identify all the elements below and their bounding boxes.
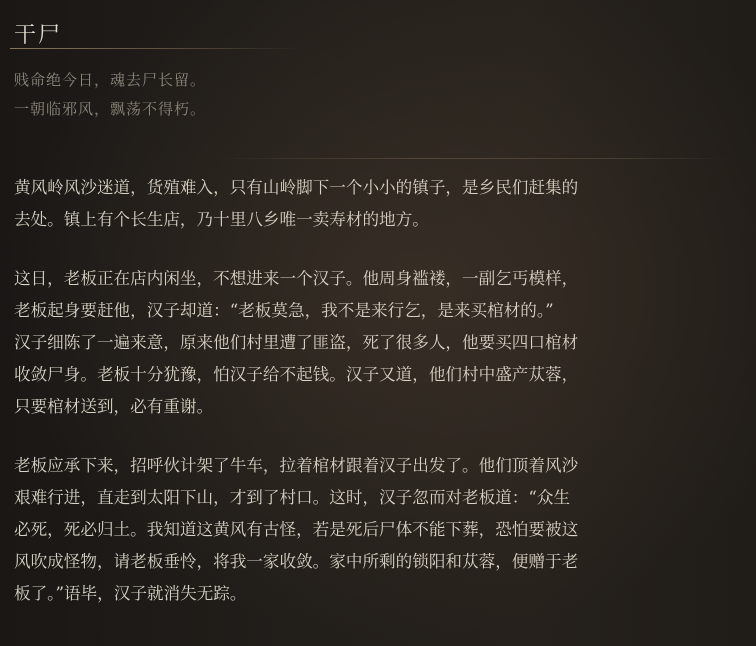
story-line: 老板应承下来，招呼伙计架了牛车，拉着棺材跟着汉子出发了。他们顶着风沙 [14,456,579,475]
story-line: 艰难行进，直走到太阳下山，才到了村口。这时，汉子忽而对老板道：“众生 [14,488,571,507]
story-line: 只要棺材送到，必有重谢。 [14,397,214,416]
story-line: 板了。”语毕，汉子就消失无踪。 [14,584,247,603]
story-line: 必死，死必归土。我知道这黄风有古怪，若是死后尸体不能下葬，恐怕要被这 [14,520,579,539]
story-line: 老板起身要赶他，汉子却道：“老板莫急，我不是来行乞，是来买棺材的。” [14,301,554,320]
story-line: 风吹成怪物，请老板垂怜，将我一家收敛。家中所剩的锁阳和苁蓉，便赠于老 [14,552,579,571]
poem-verse [14,66,206,124]
story-line: 这日，老板正在店内闲坐，不想进来一个汉子。他周身褴褛，一副乞丐模样， [14,269,579,288]
section-divider [210,158,730,159]
story-text [14,172,734,610]
poem-line-2: 一朝临邪风，飘荡不得朽。 [14,100,207,118]
paragraph-1 [14,172,734,236]
paragraph-2 [14,263,734,423]
story-line: 去处。镇上有个长生店，乃十里八乡唯一卖寿材的地方。 [14,210,429,229]
entry-title: 干尸 [14,23,63,48]
story-line: 黄风岭风沙迷道，货殖难入，只有山岭脚下一个小小的镇子，是乡民们赶集的 [14,178,579,197]
story-line: 收敛尸身。老板十分犹豫，怕汉子给不起钱。汉子又道，他们村中盛产苁蓉， [14,365,579,384]
title-divider [10,48,300,49]
poem-line-1: 贱命绝今日，魂去尸长留。 [14,71,207,89]
story-line: 汉子细陈了一遍来意，原来他们村里遭了匪盗，死了很多人，他要买四口棺材 [14,333,579,352]
paragraph-3 [14,450,734,610]
